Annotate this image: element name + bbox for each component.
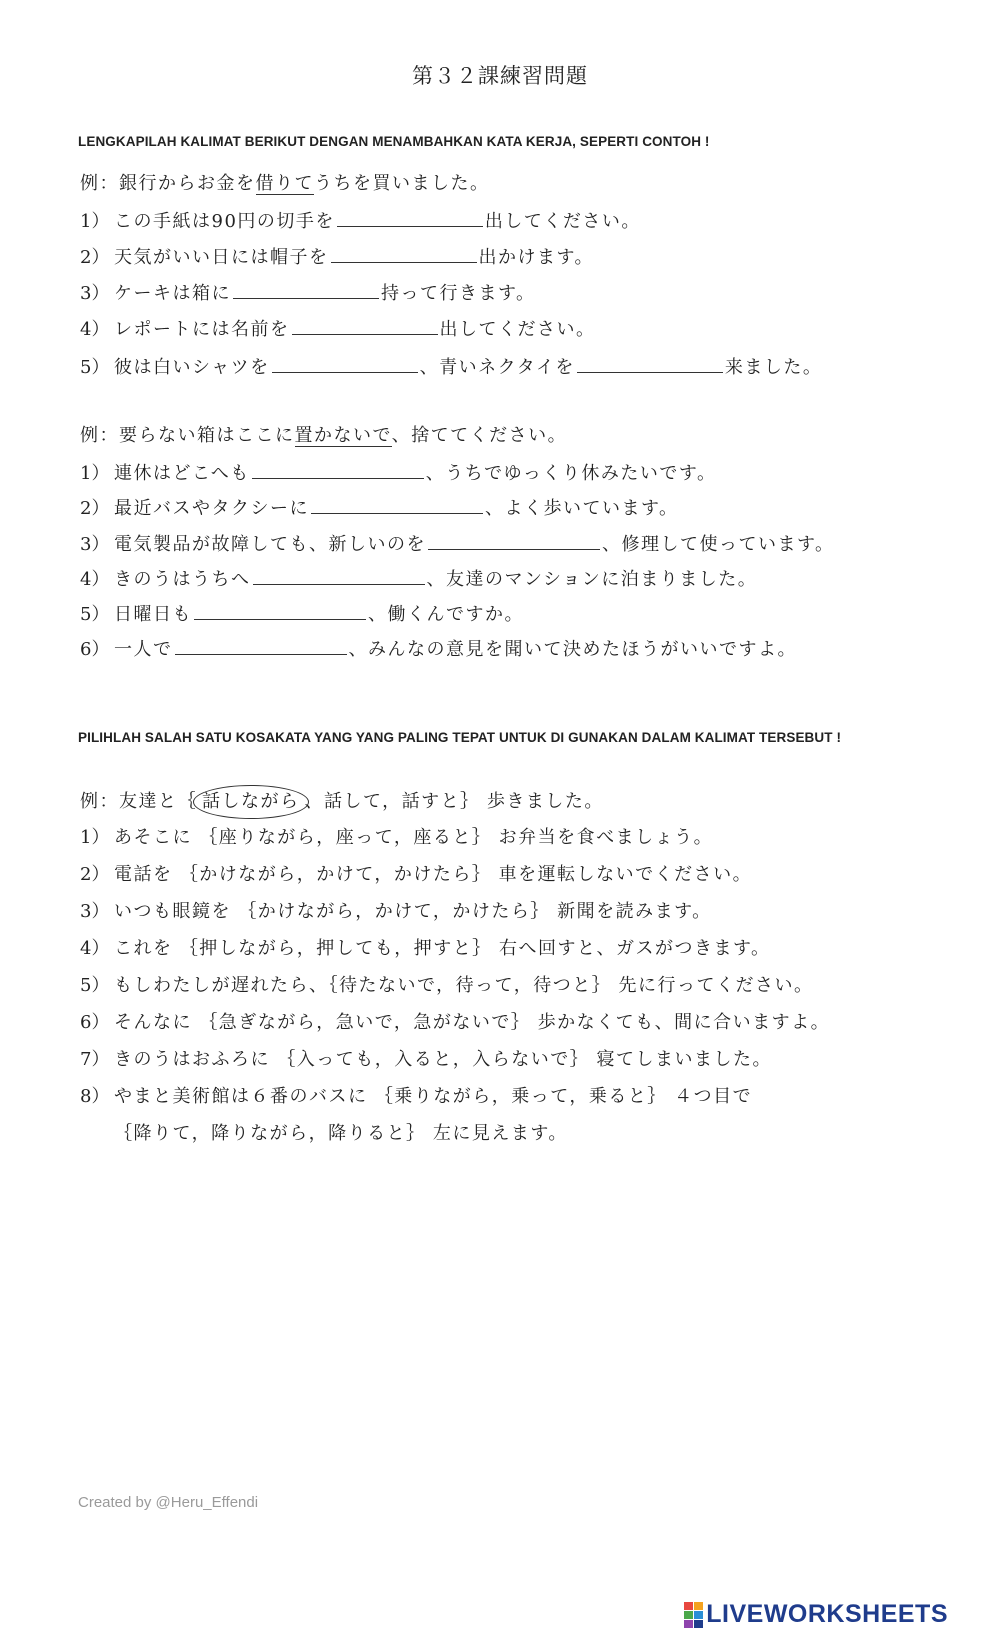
choice-text[interactable]: きのうはおふろに ｛入っても，入ると，入らないで｝ 寝てしまいました。 xyxy=(114,1049,772,1070)
example1-line xyxy=(80,172,490,196)
exercise2-item-5 xyxy=(80,601,524,625)
example-text-before: 要らない箱はここに xyxy=(119,425,295,446)
item-text-after: 、みんなの意見を聞いて決めたほうがいいですよ。 xyxy=(348,639,797,660)
item-number: 3） xyxy=(80,534,110,555)
brand-name: LIVEWORKSHEETS xyxy=(706,1600,948,1628)
item-number: 4） xyxy=(80,319,110,340)
example-text-before: 銀行からお金を xyxy=(119,173,256,194)
item-text-before: レポートには名前を xyxy=(114,319,290,340)
item-text-after: 出してください。 xyxy=(439,319,596,340)
example-label: 例： xyxy=(80,425,119,446)
answer-blank[interactable] xyxy=(428,531,600,550)
item-text-middle: 、青いネクタイを xyxy=(419,357,575,378)
exercise2-item-2 xyxy=(80,495,679,519)
item-number: 1） xyxy=(80,827,110,848)
answer-blank[interactable] xyxy=(577,354,723,373)
item-number: 4） xyxy=(80,569,110,590)
item-number: 4） xyxy=(80,938,110,959)
item-text-after: 出かけます。 xyxy=(478,247,595,268)
choice-item-4 xyxy=(80,937,771,961)
item-text-before: 天気がいい日には帽子を xyxy=(114,247,329,268)
item-text-before: 日曜日も xyxy=(114,604,192,625)
choice-text[interactable]: あそこに ｛座りながら，座って，座ると｝ お弁当を食べましょう。 xyxy=(114,827,714,848)
exercise2-item-4 xyxy=(80,566,757,590)
item-text-before: 電気製品が故障しても、新しいのを xyxy=(114,534,426,555)
item-number: 2） xyxy=(80,864,110,885)
exercise2-item-1 xyxy=(80,460,716,484)
item-number: 1） xyxy=(80,211,110,232)
item-text-after: 、働くんですか。 xyxy=(368,604,524,625)
answer-blank[interactable] xyxy=(292,316,438,335)
item-number: 7） xyxy=(80,1049,110,1070)
item-text-after: 、友達のマンションに泊まりました。 xyxy=(426,569,758,590)
choice-item-1 xyxy=(80,826,713,850)
item-text-before: この手紙は90円の切手を xyxy=(114,211,335,232)
item-number: 3） xyxy=(80,283,110,304)
answer-blank[interactable] xyxy=(194,601,366,620)
exercise1-item-4 xyxy=(80,316,596,340)
item-text-before: ケーキは箱に xyxy=(114,283,231,304)
choice-text[interactable]: ｛降りて，降りながら，降りると｝ 左に見えます。 xyxy=(114,1123,568,1144)
item-number: 6） xyxy=(80,1012,110,1033)
choice-text[interactable]: やまと美術館は６番のバスに ｛乗りながら，乗って，乗ると｝ ４つ目で xyxy=(114,1086,753,1107)
answer-blank[interactable] xyxy=(252,460,424,479)
answer-blank[interactable] xyxy=(311,495,483,514)
choice-item-8 xyxy=(80,1085,752,1109)
choice-text[interactable]: 電話を ｛かけながら，かけて，かけたら｝ 車を運転しないでください。 xyxy=(114,864,753,885)
answer-blank[interactable] xyxy=(337,208,483,227)
circled-answer: 話しながら xyxy=(193,785,309,819)
item-number: 6） xyxy=(80,639,110,660)
section2-instruction: PILIHLAH SALAH SATU KOSAKATA YANG YANG PALING TEPAT UNTUK DI GUNAKAN DALAM KALIMAT TERSEBUT ! xyxy=(78,730,842,745)
item-text-before: 最近バスやタクシーに xyxy=(114,498,309,519)
answer-blank[interactable] xyxy=(253,566,425,585)
page-title: 第３２課練習問題 xyxy=(412,64,588,88)
creator-credit: Created by @Heru_Effendi xyxy=(78,1494,259,1511)
choice-item-6 xyxy=(80,1011,830,1035)
liveworksheets-logo xyxy=(684,1600,948,1629)
exercise1-item-3 xyxy=(80,280,536,304)
choice-text[interactable]: これを ｛押しながら，押しても，押すと｝ 右へ回すと、ガスがつきます。 xyxy=(114,938,771,959)
answer-blank[interactable] xyxy=(233,280,379,299)
item-number: 5） xyxy=(80,604,110,625)
exercise2-item-3 xyxy=(80,531,835,555)
item-text-after: 来ました。 xyxy=(724,357,823,378)
example-text-after: 、捨ててください。 xyxy=(391,425,568,446)
section1-instruction: LENGKAPILAH KALIMAT BERIKUT DENGAN MENAMBAHKAN KATA KERJA, SEPERTI CONTOH ! xyxy=(78,134,710,149)
item-text-after: 、修理して使っています。 xyxy=(602,534,835,555)
choice-text[interactable]: そんなに ｛急ぎながら，急いで，急がないで｝ 歩かなくても、間に合いますよ。 xyxy=(114,1012,831,1033)
exercise1-item-2 xyxy=(80,244,594,268)
exercise1-item-1 xyxy=(80,208,641,232)
item-number: 3） xyxy=(80,901,110,922)
exercise2-item-6 xyxy=(80,636,797,660)
item-text-after: 、うちでゆっくり休みたいです。 xyxy=(425,463,717,484)
choice-text[interactable]: もしわたしが遅れたら、｛待たないで，待って，待つと｝ 先に行ってください。 xyxy=(114,975,814,996)
choice-item-3 xyxy=(80,900,712,924)
item-text-before: 一人で xyxy=(114,639,173,660)
example-label: 例： xyxy=(80,791,119,812)
choice-item-8-continued xyxy=(114,1122,568,1146)
item-text-after: 、よく歩いています。 xyxy=(485,498,679,519)
item-text-before: 連休はどこへも xyxy=(114,463,250,484)
item-text-before: 彼は白いシャツを xyxy=(114,357,270,378)
example-answer: 置かないで xyxy=(294,425,392,446)
item-text-after: 持って行きます。 xyxy=(381,283,536,304)
example-text-before: 友達と｛ xyxy=(119,791,197,812)
example-options: 、話して，話すと｝ xyxy=(304,791,480,812)
choice-item-5 xyxy=(80,974,814,998)
item-number: 8） xyxy=(80,1086,110,1107)
exercise1-item-5 xyxy=(80,354,822,378)
answer-blank[interactable] xyxy=(272,354,418,373)
example-text-after: 歩きました。 xyxy=(486,791,604,812)
answer-blank[interactable] xyxy=(331,244,477,263)
choice-item-2 xyxy=(80,863,752,887)
item-number: 2） xyxy=(80,247,110,268)
example-text-after: うちを買いました。 xyxy=(314,173,490,194)
item-text-before: きのうはうちへ xyxy=(114,569,251,590)
choice-item-7 xyxy=(80,1048,772,1072)
example2-line xyxy=(80,424,567,448)
example3-line xyxy=(80,790,604,814)
answer-blank[interactable] xyxy=(175,636,347,655)
item-number: 5） xyxy=(80,357,110,378)
choice-text[interactable]: いつも眼鏡を ｛かけながら，かけて，かけたら｝ 新聞を読みます。 xyxy=(114,901,712,922)
liveworksheets-icon xyxy=(684,1602,702,1628)
item-text-after: 出してください。 xyxy=(484,211,641,232)
item-number: 2） xyxy=(80,498,110,519)
example-answer: 借りて xyxy=(255,173,314,194)
item-number: 5） xyxy=(80,975,110,996)
example-label: 例： xyxy=(80,173,119,194)
item-number: 1） xyxy=(80,463,110,484)
